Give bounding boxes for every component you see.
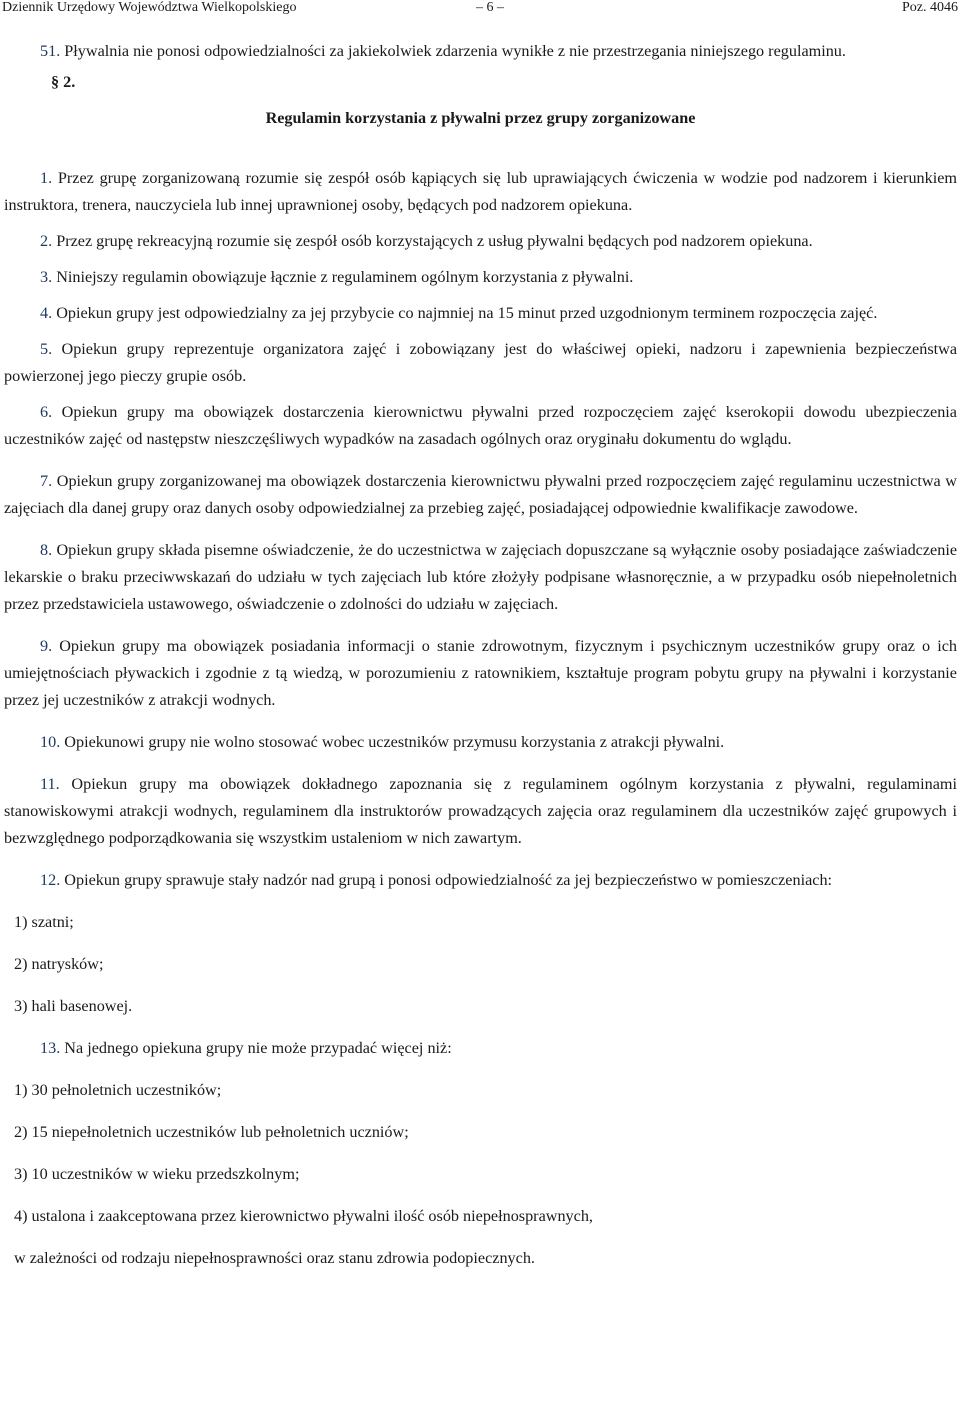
paragraph-text: Przez grupę rekreacyjną rozumie się zespół osób korzystających z usług pływalni będących pod nadzorem opiekuna.: [52, 232, 813, 250]
paragraph-text: Opiekun grupy ma obowiązek dostarczenia kierownictwu pływalni przed rozpoczęciem zajęć kserokopii dowodu ubezpieczenia uczestników zajęć od następstw nieszczęśliwych wypadków na zasadach ogólnych oraz oryginału dokumentu do wglądu.: [4, 403, 957, 448]
paragraph-number: 51.: [40, 42, 61, 60]
paragraph-text: Opiekun grupy zorganizowanej ma obowiązek dostarczenia kierownictwu pływalni przed rozpoczęciem zajęć regulaminu uczestnictwa w zajęciach dla danej grupy oraz danych osoby odpowiedzialnej za przebieg zajęć, posiadającej odpowiednie kwalifikacje zawodowe.: [4, 472, 957, 517]
paragraph-text: Przez grupę zorganizowaną rozumie się zespół osób kąpiących się lub uprawiających ćwiczenia w wodzie pod nadzorem i kierunkiem instruktora, trenera, nauczyciela lub innej uprawnionej osoby, będących pod nadzorem opiekuna.: [4, 169, 957, 214]
list-item: 2) natrysków;: [14, 955, 104, 973]
position-number: Poz. 4046: [902, 0, 958, 15]
paragraph-2: [4, 228, 957, 255]
paragraph-number: 13.: [40, 1039, 61, 1057]
paragraph-text: Niniejszy regulamin obowiązuje łącznie z regulaminem ogólnym korzystania z pływalni.: [52, 268, 634, 286]
document-body: [4, 38, 957, 1272]
list-item: 1) 30 pełnoletnich uczestników;: [14, 1081, 222, 1099]
paragraph-number: 7.: [40, 472, 53, 490]
paragraph-number: 9.: [40, 637, 53, 655]
paragraph-number: 10.: [40, 733, 61, 751]
paragraph-10: [4, 729, 957, 756]
paragraph-51: [4, 38, 957, 65]
paragraph-number: 2.: [40, 232, 53, 250]
paragraph-text: Opiekun grupy sprawuje stały nadzór nad grupą i ponosi odpowiedzialność za jej bezpieczeństwo w pomieszczeniach:: [60, 871, 833, 889]
paragraph-number: 4.: [40, 304, 53, 322]
section-title: Regulamin korzystania z pływalni przez grupy zorganizowane: [265, 109, 696, 127]
paragraph-number: 1.: [40, 169, 53, 187]
paragraph-8: [4, 537, 957, 618]
section-sign: § 2.: [51, 73, 76, 91]
paragraph-text: Opiekunowi grupy nie wolno stosować wobec uczestników przymusu korzystania z atrakcji pływalni.: [60, 733, 725, 751]
paragraph-6: [4, 399, 957, 453]
paragraph-text: Opiekun grupy jest odpowiedzialny za jej przybycie co najmniej na 15 minut przed uzgodnionym terminem rozpoczęcia zajęć.: [52, 304, 878, 322]
list-item: 2) 15 niepełnoletnich uczestników lub pełnoletnich uczniów;: [14, 1123, 409, 1141]
journal-title: Dziennik Urzędowy Województwa Wielkopolskiego: [2, 0, 297, 15]
paragraph-number: 6.: [40, 403, 53, 421]
paragraph-4: [4, 300, 957, 327]
paragraph-1: [4, 165, 957, 219]
paragraph-9: [4, 633, 957, 714]
list-item-continuation: w zależności od rodzaju niepełnosprawności oraz stanu zdrowia podopiecznych.: [14, 1249, 535, 1267]
paragraph-12: [4, 867, 957, 894]
page-number: – 6 –: [476, 0, 504, 15]
paragraph-text: Pływalnia nie ponosi odpowiedzialności za jakiekolwiek zdarzenia wynikłe z nie przestrzegania niniejszego regulaminu.: [60, 42, 846, 60]
list-item: 3) 10 uczestników w wieku przedszkolnym;: [14, 1165, 300, 1183]
page-header: [0, 0, 960, 16]
paragraph-13: [4, 1035, 957, 1062]
paragraph-3: [4, 264, 957, 291]
list-item: 3) hali basenowej.: [14, 997, 133, 1015]
paragraph-text: Opiekun grupy ma obowiązek posiadania informacji o stanie zdrowotnym, fizycznym i psychicznym uczestników grupy oraz o ich umiejętnościach pływackich i zgodnie z tą wiedzą, w porozumieniu z ratownikiem, kształtuje program pobytu grupy na pływalni i korzystanie przez jej uczestników z atrakcji wodnych.: [4, 637, 957, 709]
paragraph-number: 12.: [40, 871, 61, 889]
paragraph-number: 8.: [40, 541, 53, 559]
list-item: 1) szatni;: [14, 913, 74, 931]
paragraph-text: Opiekun grupy reprezentuje organizatora zajęć i zobowiązany jest do właściwej opieki, nadzoru i zapewnienia bezpieczeństwa powierzonej jego pieczy grupie osób.: [4, 340, 957, 385]
paragraph-5: [4, 336, 957, 390]
paragraph-text: Na jednego opiekuna grupy nie może przypadać więcej niż:: [60, 1039, 452, 1057]
paragraph-text: Opiekun grupy ma obowiązek dokładnego zapoznania się z regulaminem ogólnym korzystania z pływalni, regulaminami stanowiskowymi atrakcji wodnych, regulaminem dla instruktorów prowadzących zajęcia oraz regulaminem dla uczestników zajęć grupowych i bezwzględnego podporządkowania się wszystkim ustaleniom w nich zawartym.: [4, 775, 957, 847]
paragraph-11: [4, 771, 957, 852]
paragraph-7: [4, 468, 957, 522]
paragraph-number: 3.: [40, 268, 53, 286]
paragraph-text: Opiekun grupy składa pisemne oświadczenie, że do uczestnictwa w zajęciach dopuszczane są wyłącznie osoby posiadające zaświadczenie lekarskie o braku przeciwwskazań do udziału w tych zajęciach lub które złożyły podpisane własnoręcznie, a w przypadku osób niepełnoletnich przez przedstawiciela ustawowego, oświadczenie o zdolności do udziału w zajęciach.: [4, 541, 957, 613]
list-item: 4) ustalona i zaakceptowana przez kierownictwo pływalni ilość osób niepełnosprawnych,: [14, 1207, 593, 1225]
paragraph-number: 5.: [40, 340, 53, 358]
paragraph-number: 11.: [40, 775, 60, 793]
